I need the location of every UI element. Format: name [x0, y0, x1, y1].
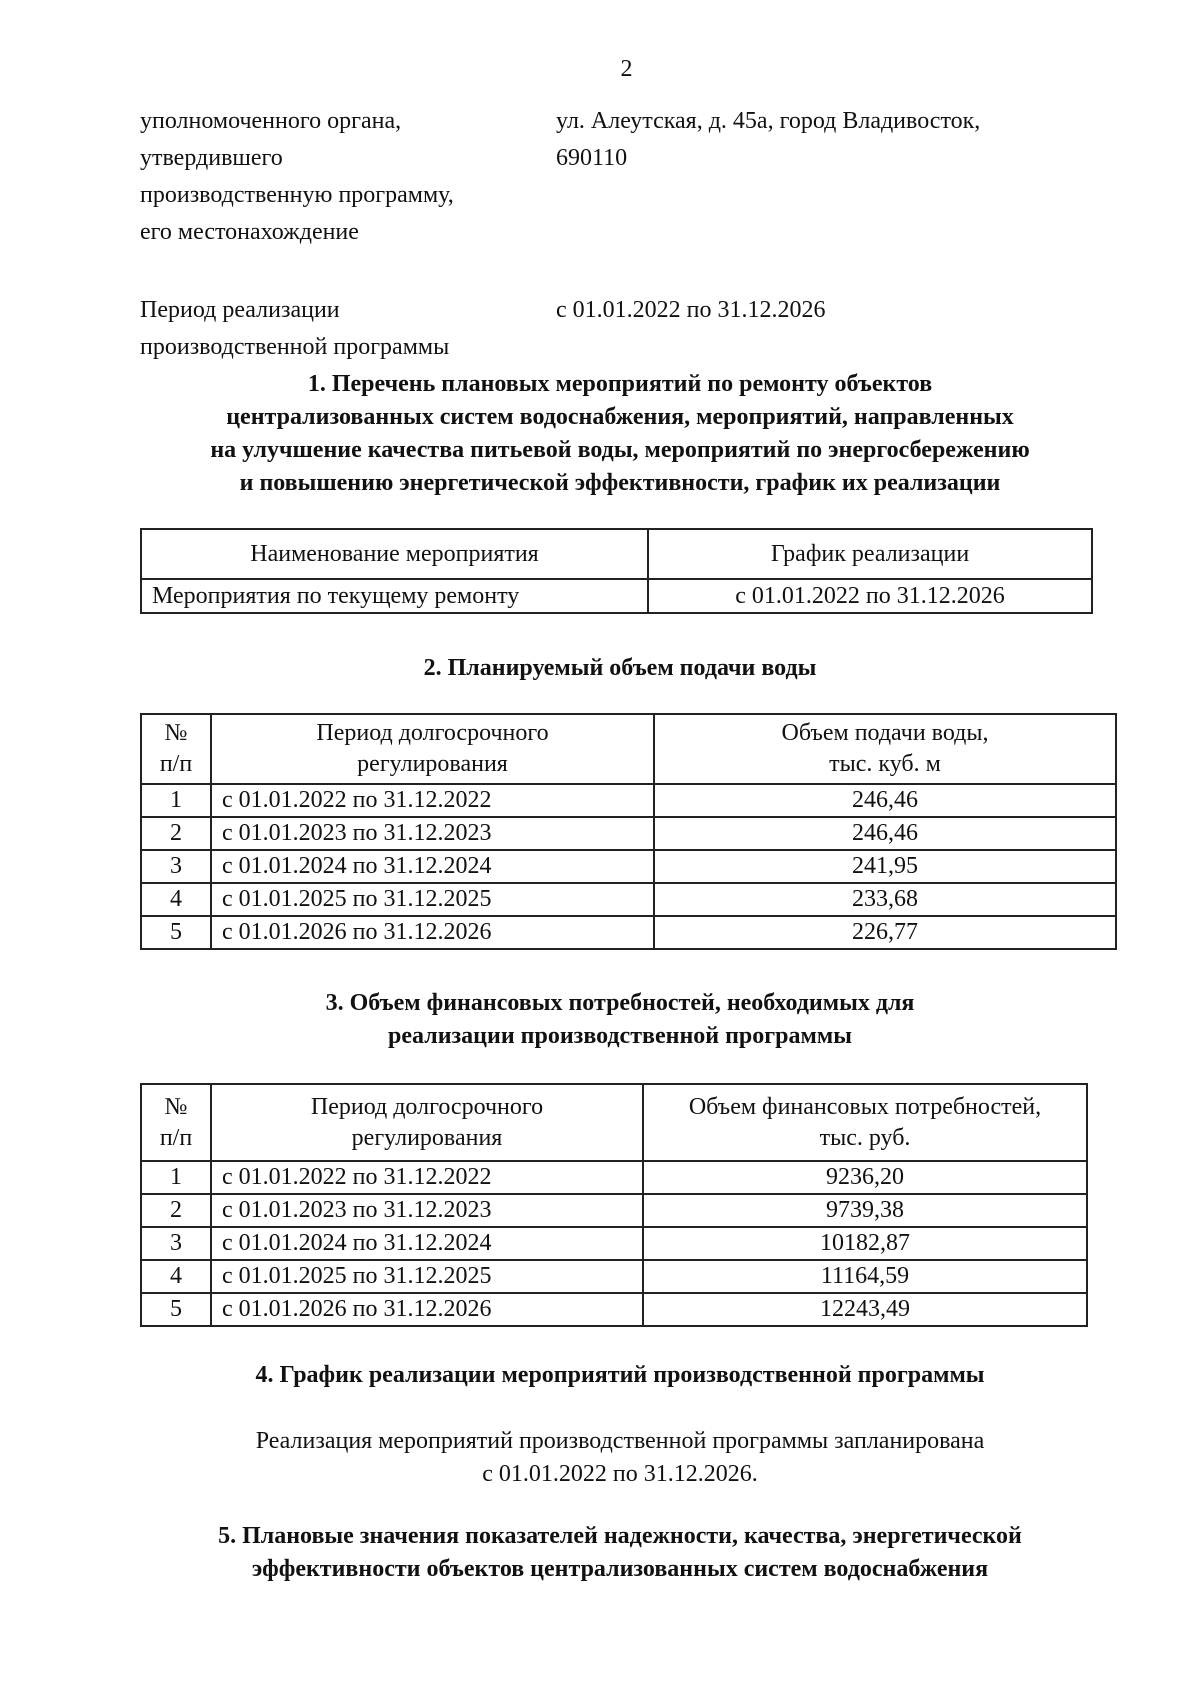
section4-text-line: Реализация мероприятий производственной программы запланирована: [255, 1428, 985, 1454]
table-row: [141, 1194, 1087, 1227]
period-label-line: Период реализации: [140, 297, 340, 323]
section5-title: [130, 1520, 1110, 1586]
cell-period: с 01.01.2025 по 31.12.2025: [211, 1260, 643, 1293]
header-period: [211, 1084, 643, 1161]
cell-schedule: с 01.01.2022 по 31.12.2026: [648, 579, 1092, 613]
header-text-line: тыс. руб.: [819, 1124, 911, 1151]
section5-title-line: 5. Плановые значения показателей надежности, качества, энергетической: [218, 1523, 1022, 1549]
header-text-line: регулирования: [357, 751, 508, 777]
header-period: [211, 714, 654, 784]
authority-label: [140, 103, 540, 251]
authority-label-line: уполномоченного органа,: [140, 108, 402, 134]
header-text-line: Объем финансовых потребностей,: [688, 1093, 1042, 1120]
section4-text-line: с 01.01.2022 по 31.12.2026.: [482, 1461, 758, 1487]
cell-number: 1: [141, 784, 211, 817]
table-row: [141, 1227, 1087, 1260]
section3-title-line: реализации производственной программы: [388, 1023, 852, 1049]
period-label-line: производственной программы: [140, 334, 450, 360]
header-text-line: п/п: [159, 1124, 193, 1151]
cell-value: 241,95: [654, 850, 1116, 883]
table-row: [141, 1260, 1087, 1293]
cell-period: с 01.01.2024 по 31.12.2024: [211, 1227, 643, 1260]
cell-period: с 01.01.2022 по 31.12.2022: [211, 784, 654, 817]
cell-number: 5: [141, 1293, 211, 1326]
cell-period: с 01.01.2024 по 31.12.2024: [211, 850, 654, 883]
period-label: [140, 292, 540, 366]
table-row: [141, 916, 1116, 949]
header-text-line: №: [164, 720, 188, 746]
cell-number: 4: [141, 883, 211, 916]
water-volume-table: [140, 713, 1117, 950]
authority-value: [556, 103, 1096, 177]
section4-text: [130, 1425, 1110, 1491]
cell-period: с 01.01.2022 по 31.12.2022: [211, 1161, 643, 1194]
section2-title: 2. Планируемый объем подачи воды: [423, 655, 817, 681]
section5-title-line: эффективности объектов централизованных систем водоснабжения: [251, 1556, 989, 1582]
section3-title: [130, 987, 1110, 1053]
cell-period: с 01.01.2026 по 31.12.2026: [211, 1293, 643, 1326]
table-row: [141, 579, 1092, 613]
cell-value: 246,46: [654, 784, 1116, 817]
header-water-volume: [654, 714, 1116, 784]
cell-value: 11164,59: [643, 1260, 1087, 1293]
cell-period: с 01.01.2026 по 31.12.2026: [211, 916, 654, 949]
header-schedule: График реализации: [648, 529, 1092, 579]
authority-label-line: его местонахождение: [140, 219, 359, 245]
authority-row: [140, 103, 1090, 253]
authority-value-line: ул. Алеутская, д. 45а, город Владивосток,: [556, 108, 981, 134]
authority-label-line: производственную программу,: [140, 182, 454, 208]
table-header-row: [141, 1084, 1087, 1161]
section1-title-line: централизованных систем водоснабжения, мероприятий, направленных: [226, 404, 1014, 430]
header-text-line: №: [164, 1093, 188, 1120]
header-text-line: Период долгосрочного: [310, 1093, 544, 1120]
table-header-row: [141, 529, 1092, 579]
cell-value: 233,68: [654, 883, 1116, 916]
cell-period: с 01.01.2023 по 31.12.2023: [211, 1194, 643, 1227]
header-number: [141, 714, 211, 784]
table-row: [141, 1161, 1087, 1194]
period-value: [556, 292, 1096, 329]
header-measure-name: Наименование мероприятия: [141, 529, 648, 579]
header-text-line: регулирования: [351, 1124, 503, 1151]
header-text-line: тыс. куб. м: [829, 751, 941, 777]
table-row: [141, 817, 1116, 850]
cell-number: 2: [141, 1194, 211, 1227]
section3-title-line: 3. Объем финансовых потребностей, необходимых для: [325, 990, 915, 1016]
period-value-text: с 01.01.2022 по 31.12.2026: [556, 297, 826, 323]
cell-value: 9236,20: [643, 1161, 1087, 1194]
cell-value: 226,77: [654, 916, 1116, 949]
cell-number: 1: [141, 1161, 211, 1194]
period-row: [140, 292, 1090, 366]
cell-value: 12243,49: [643, 1293, 1087, 1326]
table-header-row: [141, 714, 1116, 784]
section4-title: 4. График реализации мероприятий производственной программы: [255, 1362, 985, 1388]
cell-value: 10182,87: [643, 1227, 1087, 1260]
section1-title: [130, 368, 1110, 500]
section1-title-line: на улучшение качества питьевой воды, мероприятий по энергосбережению: [210, 437, 1030, 463]
table-row: [141, 850, 1116, 883]
cell-period: с 01.01.2025 по 31.12.2025: [211, 883, 654, 916]
header-financial-needs: [643, 1084, 1087, 1161]
cell-measure-name: Мероприятия по текущему ремонту: [141, 579, 648, 613]
authority-value-line: 690110: [556, 145, 628, 171]
page-number: 2: [620, 56, 633, 82]
cell-period: с 01.01.2023 по 31.12.2023: [211, 817, 654, 850]
header-number: [141, 1084, 211, 1161]
header-text-line: Объем подачи воды,: [781, 720, 989, 746]
cell-number: 4: [141, 1260, 211, 1293]
cell-number: 5: [141, 916, 211, 949]
section1-title-line: 1. Перечень плановых мероприятий по ремонту объектов: [307, 371, 933, 397]
cell-number: 3: [141, 850, 211, 883]
table-row: [141, 784, 1116, 817]
measures-table: [140, 528, 1093, 614]
cell-value: 246,46: [654, 817, 1116, 850]
section1-title-line: и повышению энергетической эффективности, график их реализации: [239, 470, 1001, 496]
cell-number: 3: [141, 1227, 211, 1260]
header-text-line: п/п: [159, 751, 193, 777]
cell-value: 9739,38: [643, 1194, 1087, 1227]
header-text-line: Период долгосрочного: [316, 720, 549, 746]
authority-label-line: утвердившего: [140, 145, 283, 171]
table-row: [141, 1293, 1087, 1326]
financial-needs-table: [140, 1083, 1088, 1327]
cell-number: 2: [141, 817, 211, 850]
table-row: [141, 883, 1116, 916]
